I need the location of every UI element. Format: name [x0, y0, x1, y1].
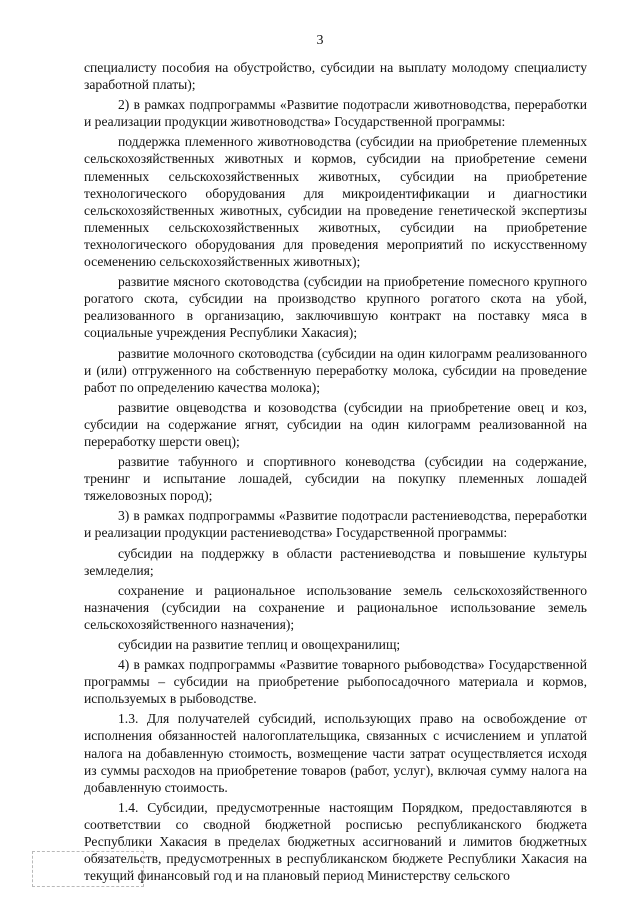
paragraph-6: развитие овцеводства и козоводства (субсидии на приобретение овец и коз, субсидии на содержание ягнят, субсидии на один килограмм реализованной на переработку шерсти овец); [84, 399, 587, 449]
paragraph-4: развитие мясного скотоводства (субсидии на приобретение помесного крупного рогатого скота, субсидии на производство крупного рогатого скота на убой, реализованного в организацию, заключившую контракт на поставку мяса в социальные учреждения Республики Хакасия); [84, 274, 587, 341]
faded-stamp [32, 851, 144, 887]
paragraph-12: 4) в рамках подпрограммы «Развитие товарного рыбоводства» Государственной программы – субсидии на приобретение рыбопосадочного материала и кормов, используемых в рыбоводстве. [84, 657, 587, 707]
paragraph-7: развитие табунного и спортивного коневодства (субсидии на содержание, тренинг и испытание лошадей, субсидии на покупку племенных лошадей тяжеловозных пород); [84, 454, 587, 504]
paragraph-5: развитие молочного скотоводства (субсидии на один килограмм реализованного и (или) отгруженного на собственную переработку молока, субсидии на проведение работ по определению качества молока); [84, 345, 587, 395]
page-number: 3 [316, 33, 324, 48]
document-body [84, 59, 587, 887]
paragraph-8: 3) в рамках подпрограммы «Развитие подотрасли растениеводства, переработки и реализации продукции растениеводства» Государственной программы: [84, 508, 587, 541]
paragraph-13: 1.3. Для получателей субсидий, использующих право на освобождение от исполнения обязанностей налогоплательщика, связанных с исчислением и уплатой налога на добавленную стоимость, возмещение части затрат осуществляется исходя из суммы расходов на приобретение товаров (работ, услуг), включая сумму налога на добавленную стоимость. [84, 711, 587, 795]
paragraph-14: 1.4. Субсидии, предусмотренные настоящим Порядком, предоставляются в соответствии со сводной бюджетной росписью республиканского бюджета Республики Хакасия в пределах бюджетных ассигнований и лимитов бюджетных обязательств, предусмотренных в республиканском бюджете Республики Хакасия на текущий финансовый год и на плановый период Министерству сельского [84, 799, 587, 884]
paragraph-2: 2) в рамках подпрограммы «Развитие подотрасли животноводства, переработки и реализации продукции животноводства» Государственной программы: [84, 97, 587, 130]
paragraph-11: субсидии на развитие теплиц и овощехранилищ; [118, 637, 401, 652]
paragraph-3: поддержка племенного животноводства (субсидии на приобретение племенных сельскохозяйственных животных и кормов, субсидии на приобретение семени племенных сельскохозяйственных животных, субсидии на приобретение технологического оборудования для микроидентификации и диагностики сельскохозяйственных животных, субсидии на проведение генетической экспертизы племенных сельскохозяйственных животных, субсидии на приобретение технологического оборудования для проведения мероприятий по искусственному осеменению сельскохозяйственных животных); [84, 134, 587, 270]
paragraph-1: специалисту пособия на обустройство, субсидии на выплату молодому специалисту заработной платы); [84, 60, 587, 93]
paragraph-10: сохранение и рациональное использование земель сельскохозяйственного назначения (субсидии на сохранение и рациональное использование земель сельскохозяйственного назначения); [84, 582, 587, 632]
paragraph-9: субсидии на поддержку в области растениеводства и повышение культуры земледелия; [84, 545, 587, 578]
